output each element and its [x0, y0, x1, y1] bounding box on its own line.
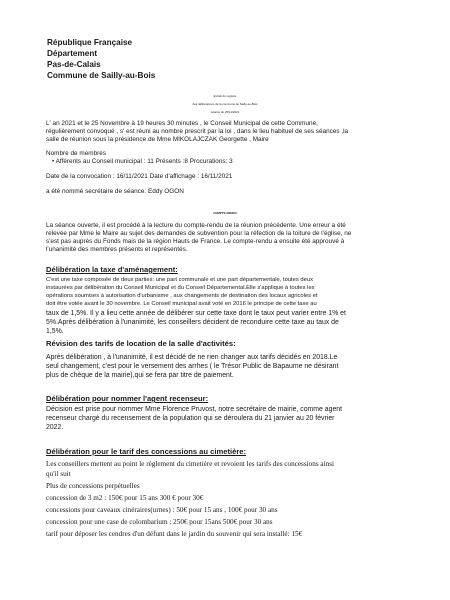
cimetiere-line: concessions pour caveaux cinéraires(urnes) : 50€ pour 15 ans , 100€ pour 30 ans — [46, 506, 278, 514]
cimetiere-title: Délibération pour le tarif des concessions au cimetière: — [46, 447, 247, 456]
secretary-line: a été nommé secrétaire de séance: Eddy OGON — [46, 188, 184, 195]
cimetiere-line: concession de 3 m2 : 150€ pour 15 ans 300 € pour 30€ — [46, 494, 204, 502]
taxe-line: instaurées par délibération du Conseil Municipal et du Conseil Départemental.Elle s'applique à toutes les — [46, 285, 315, 291]
taxe-title: Délibération la taxe d'aménagement: — [46, 265, 178, 274]
extract-seance: séance du 25/11/2021 — [210, 110, 240, 114]
extract-title: Extrait du registre — [213, 94, 237, 98]
cimetiere-line: Les conseillers mettent au point le règlement du cimetière et revoient les tarifs des concessions ainsi — [46, 460, 335, 468]
compte-rendu-title: COMPTE-RENDU — [213, 211, 237, 215]
intro-line: L' an 2021 et le 25 Novembre à 19 heures 30 minutes , le Conseil Municipal de cette Commune, — [46, 120, 318, 127]
header-departement: Département — [47, 49, 98, 58]
header-commune: Commune de Sailly-au-Bois — [47, 71, 156, 80]
taxe-line: 1,5%. — [46, 328, 64, 335]
agent-line: Décision est prise pour nommer Mme Florence Pruvost, notre secrétaire de mairie, comme agent — [46, 406, 343, 413]
convocation-dates: Date de la convocation : 16/11/2021 Date d'affichage : 16/11/2021 — [46, 173, 233, 180]
compte-rendu-line: l'unanimité des membres présents et représentés. — [46, 246, 188, 253]
tarifs-salle-line: Après délibération , à l'unanimité, il est décidé de ne rien changer aux tarifs décidés en 2018.Le — [46, 354, 338, 361]
taxe-line: 5%.Après délibération à l'unanimité, les conseillers décident de reconduire cette taxe au taux de — [46, 319, 339, 326]
compte-rendu-line: s'est pas auprès du Fonds mais de la région Hauts de France. Le compte-rendu a ensuite été approuvé à — [46, 238, 345, 245]
cimetiere-line: qu'il suit — [46, 470, 71, 478]
taxe-line: taux de 1,5%. Il y a lieu cette année de délibérer sur cette taxe dont le taux peut varier entre 1% et — [46, 310, 346, 317]
taxe-line: opérations soumises à autorisation d'urbanisme , aux changements de destination des locaux agricoles et — [46, 293, 318, 299]
intro-line: salle de réunion sous la présidence de Mme MIKOLAJCZAK Georgette , Maire — [46, 136, 269, 143]
header-republique: République Française — [47, 38, 133, 47]
taxe-line: doit être votée avant le 30 novembre. Le Conseil municipal avait voté en 2016 le principe de cette taxe au — [46, 301, 317, 307]
tarifs-salle-line: seul changement, c'est pour le versement des arrhes ( le Trésor Public de Bapaume ne désirant — [46, 363, 339, 370]
agent-title: Délibération pour nommer l'agent recenseur: — [46, 394, 209, 403]
compte-rendu-line: relevée par Mme le Maire au sujet des demandes de subvention pour la réfection de la toiture de l'église, ne — [46, 230, 352, 237]
compte-rendu-line: La séance ouverte, il est procédé à la lecture du compte-rendu de la réunion précédente. Une erreur a été — [46, 222, 346, 229]
tarifs-salle-title: Révision des tarifs de location de la salle d'activités: — [46, 339, 236, 348]
members-title: Nombre de membres — [46, 150, 107, 157]
agent-line: 2022. — [46, 424, 64, 431]
taxe-line: C'est une taxe composée de deux parties: une part communale et une part départementale, toutes deux — [46, 277, 313, 283]
agent-line: recenseur chargé du recensement de la population qui se déroulera du 21 janvier au 20 février — [46, 415, 335, 422]
intro-line: régulièrement convoqué , s' est réuni au nombre prescrit par la loi , dans le lieu habituel de ses séances ,la — [46, 128, 349, 135]
cimetiere-line: tarif pour déposer les cendres d'un défunt dans le jardin du souvenir qui sera installé: 15€ — [46, 530, 303, 538]
extract-subtitle: des délibérations de la commune de Sailly-au-Bois — [192, 102, 258, 106]
tarifs-salle-line: plus de chèque de la mairie),qui se fera par titre de paiement. — [46, 372, 234, 379]
members-line: • Afférents au Conseil municipal : 11 Présents :8 Procurations: 3 — [52, 158, 233, 165]
header-pas-de-calais: Pas-de-Calais — [47, 60, 101, 69]
cimetiere-line: concession pour une case de colombarium : 250€ pour 15ans 500€ pour 30 ans — [46, 518, 273, 526]
cimetiere-line: Plus de concessions perpétuelles — [46, 482, 140, 490]
